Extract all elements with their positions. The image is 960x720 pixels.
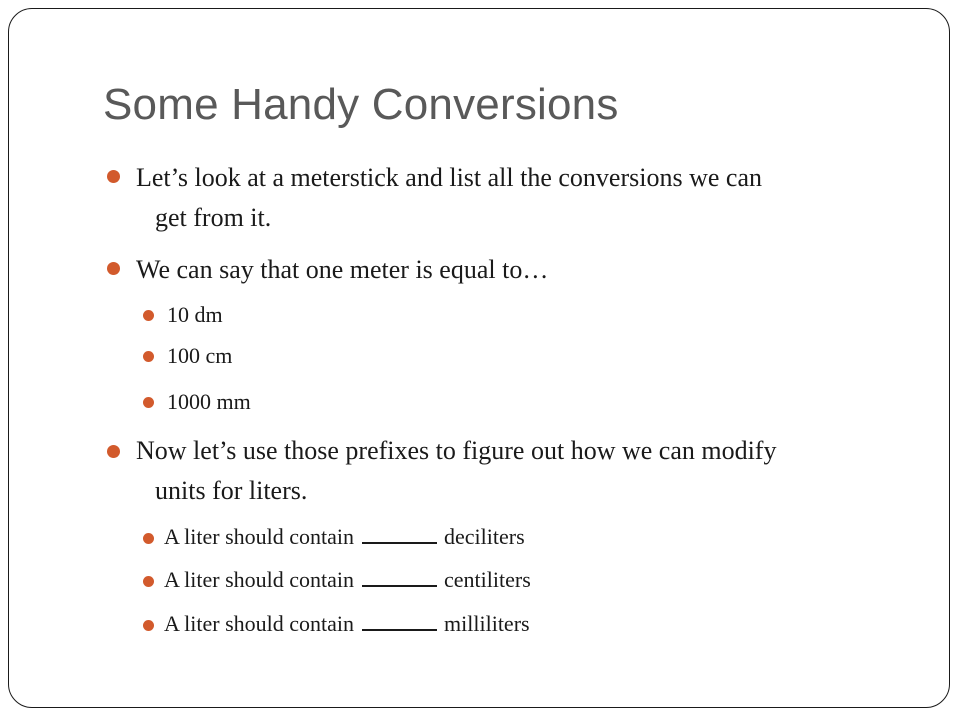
bullet-dot-2: [107, 262, 120, 275]
bullet-dot-3: [107, 445, 120, 458]
sub-bullet-dot: [143, 533, 154, 544]
answer-blank: [362, 583, 437, 587]
sub-bullet-dot: [143, 620, 154, 631]
sub-item-1000-mm: 1000 mm: [167, 389, 251, 414]
bullet-3-line-2: units for liters.: [155, 476, 308, 505]
bullet-dot-1: [107, 170, 120, 183]
bullet-1-line-1: Let’s look at a meterstick and list all the conversions we can: [136, 163, 762, 192]
answer-blank: [362, 627, 437, 631]
liter-centiliters-item: [164, 567, 531, 593]
liter-item-unit: deciliters: [444, 524, 525, 549]
sub-bullet-dot: [143, 351, 154, 362]
sub-bullet-dot: [143, 397, 154, 408]
liter-item-prefix: A liter should contain: [164, 524, 355, 549]
liter-item-prefix: A liter should contain: [164, 611, 355, 636]
bullet-3-line-1: Now let’s use those prefixes to figure out how we can modify: [136, 436, 777, 465]
answer-blank: [362, 540, 437, 544]
sub-bullet-dot: [143, 576, 154, 587]
bullet-1-line-2: get from it.: [155, 203, 272, 232]
sub-item-10-dm: 10 dm: [167, 302, 223, 327]
liter-item-prefix: A liter should contain: [164, 567, 355, 592]
liter-item-unit: milliliters: [444, 611, 530, 636]
sub-bullet-dot: [143, 310, 154, 321]
sub-item-100-cm: 100 cm: [167, 343, 233, 368]
liter-item-unit: centiliters: [444, 567, 531, 592]
liter-milliliters-item: [164, 611, 530, 637]
liter-deciliters-item: [164, 524, 525, 550]
bullet-2-line-1: We can say that one meter is equal to…: [136, 255, 549, 284]
slide-title: Some Handy Conversions: [103, 80, 619, 129]
